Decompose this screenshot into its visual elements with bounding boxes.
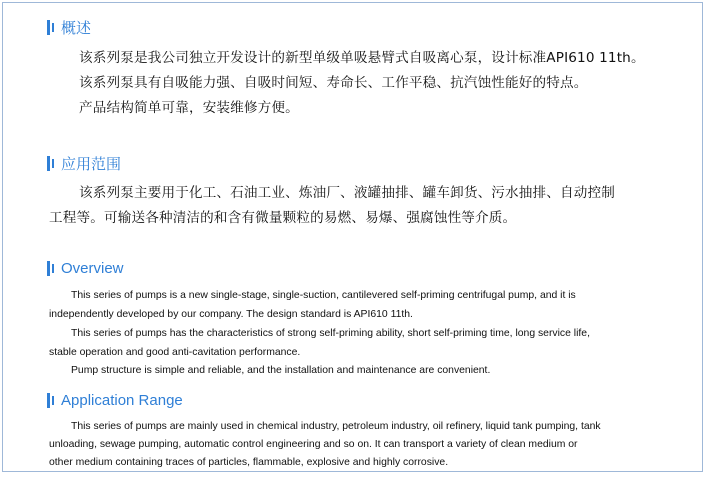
heading-marker-icon: [47, 156, 56, 171]
overview-cn-line: 该系列泵具有自吸能力强、自吸时间短、寿命长、工作平稳、抗汽蚀性能好的特点。: [79, 75, 588, 91]
application-cn-line: 工程等。可输送各种清洁的和含有微量颗粒的易燃、易爆、强腐蚀性等介质。: [49, 210, 517, 226]
heading-marker-icon: [47, 393, 56, 408]
overview-en-line: independently developed by our company. The design standard is API610 11th.: [49, 309, 413, 320]
application-en-title: Application Range: [61, 392, 183, 409]
overview-en-line: stable operation and good anti-cavitation performance.: [49, 347, 301, 358]
application-en-line: other medium containing traces of particles, flammable, explosive and highly corrosive.: [49, 457, 449, 468]
application-en-line: unloading, sewage pumping, automatic control engineering and so on. It can transport a variety of clean medium or: [49, 439, 578, 450]
application-cn-line: 该系列泵主要用于化工、石油工业、炼油厂、液罐抽排、罐车卸货、污水抽排、自动控制: [79, 185, 616, 201]
application-cn-heading: [47, 153, 121, 174]
overview-en-heading: [47, 260, 124, 277]
heading-marker-icon: [47, 261, 56, 276]
overview-cn-title: 概述: [61, 19, 92, 37]
content-frame: [2, 2, 703, 472]
overview-en-line: This series of pumps is a new single-stage, single-suction, cantilevered self-priming centrifugal pump, and it is: [71, 290, 576, 301]
overview-cn-line: 该系列泵是我公司独立开发设计的新型单级单吸悬臂式自吸离心泵，设计标准API610 11th。: [79, 50, 645, 66]
application-en-line: This series of pumps are mainly used in chemical industry, petroleum industry, oil refinery, liquid tank pumping, tank: [71, 421, 601, 432]
application-en-heading: [47, 392, 183, 409]
overview-en-line: Pump structure is simple and reliable, and the installation and maintenance are convenient.: [71, 365, 491, 376]
overview-cn-line: 产品结构简单可靠，安装维修方便。: [79, 100, 299, 116]
overview-cn-heading: [47, 17, 91, 38]
overview-en-title: Overview: [61, 260, 124, 277]
overview-en-line: This series of pumps has the characteristics of strong self-priming ability, short self-priming time, long service life,: [71, 328, 590, 339]
application-cn-title: 应用范围: [61, 155, 122, 173]
heading-marker-icon: [47, 20, 56, 35]
